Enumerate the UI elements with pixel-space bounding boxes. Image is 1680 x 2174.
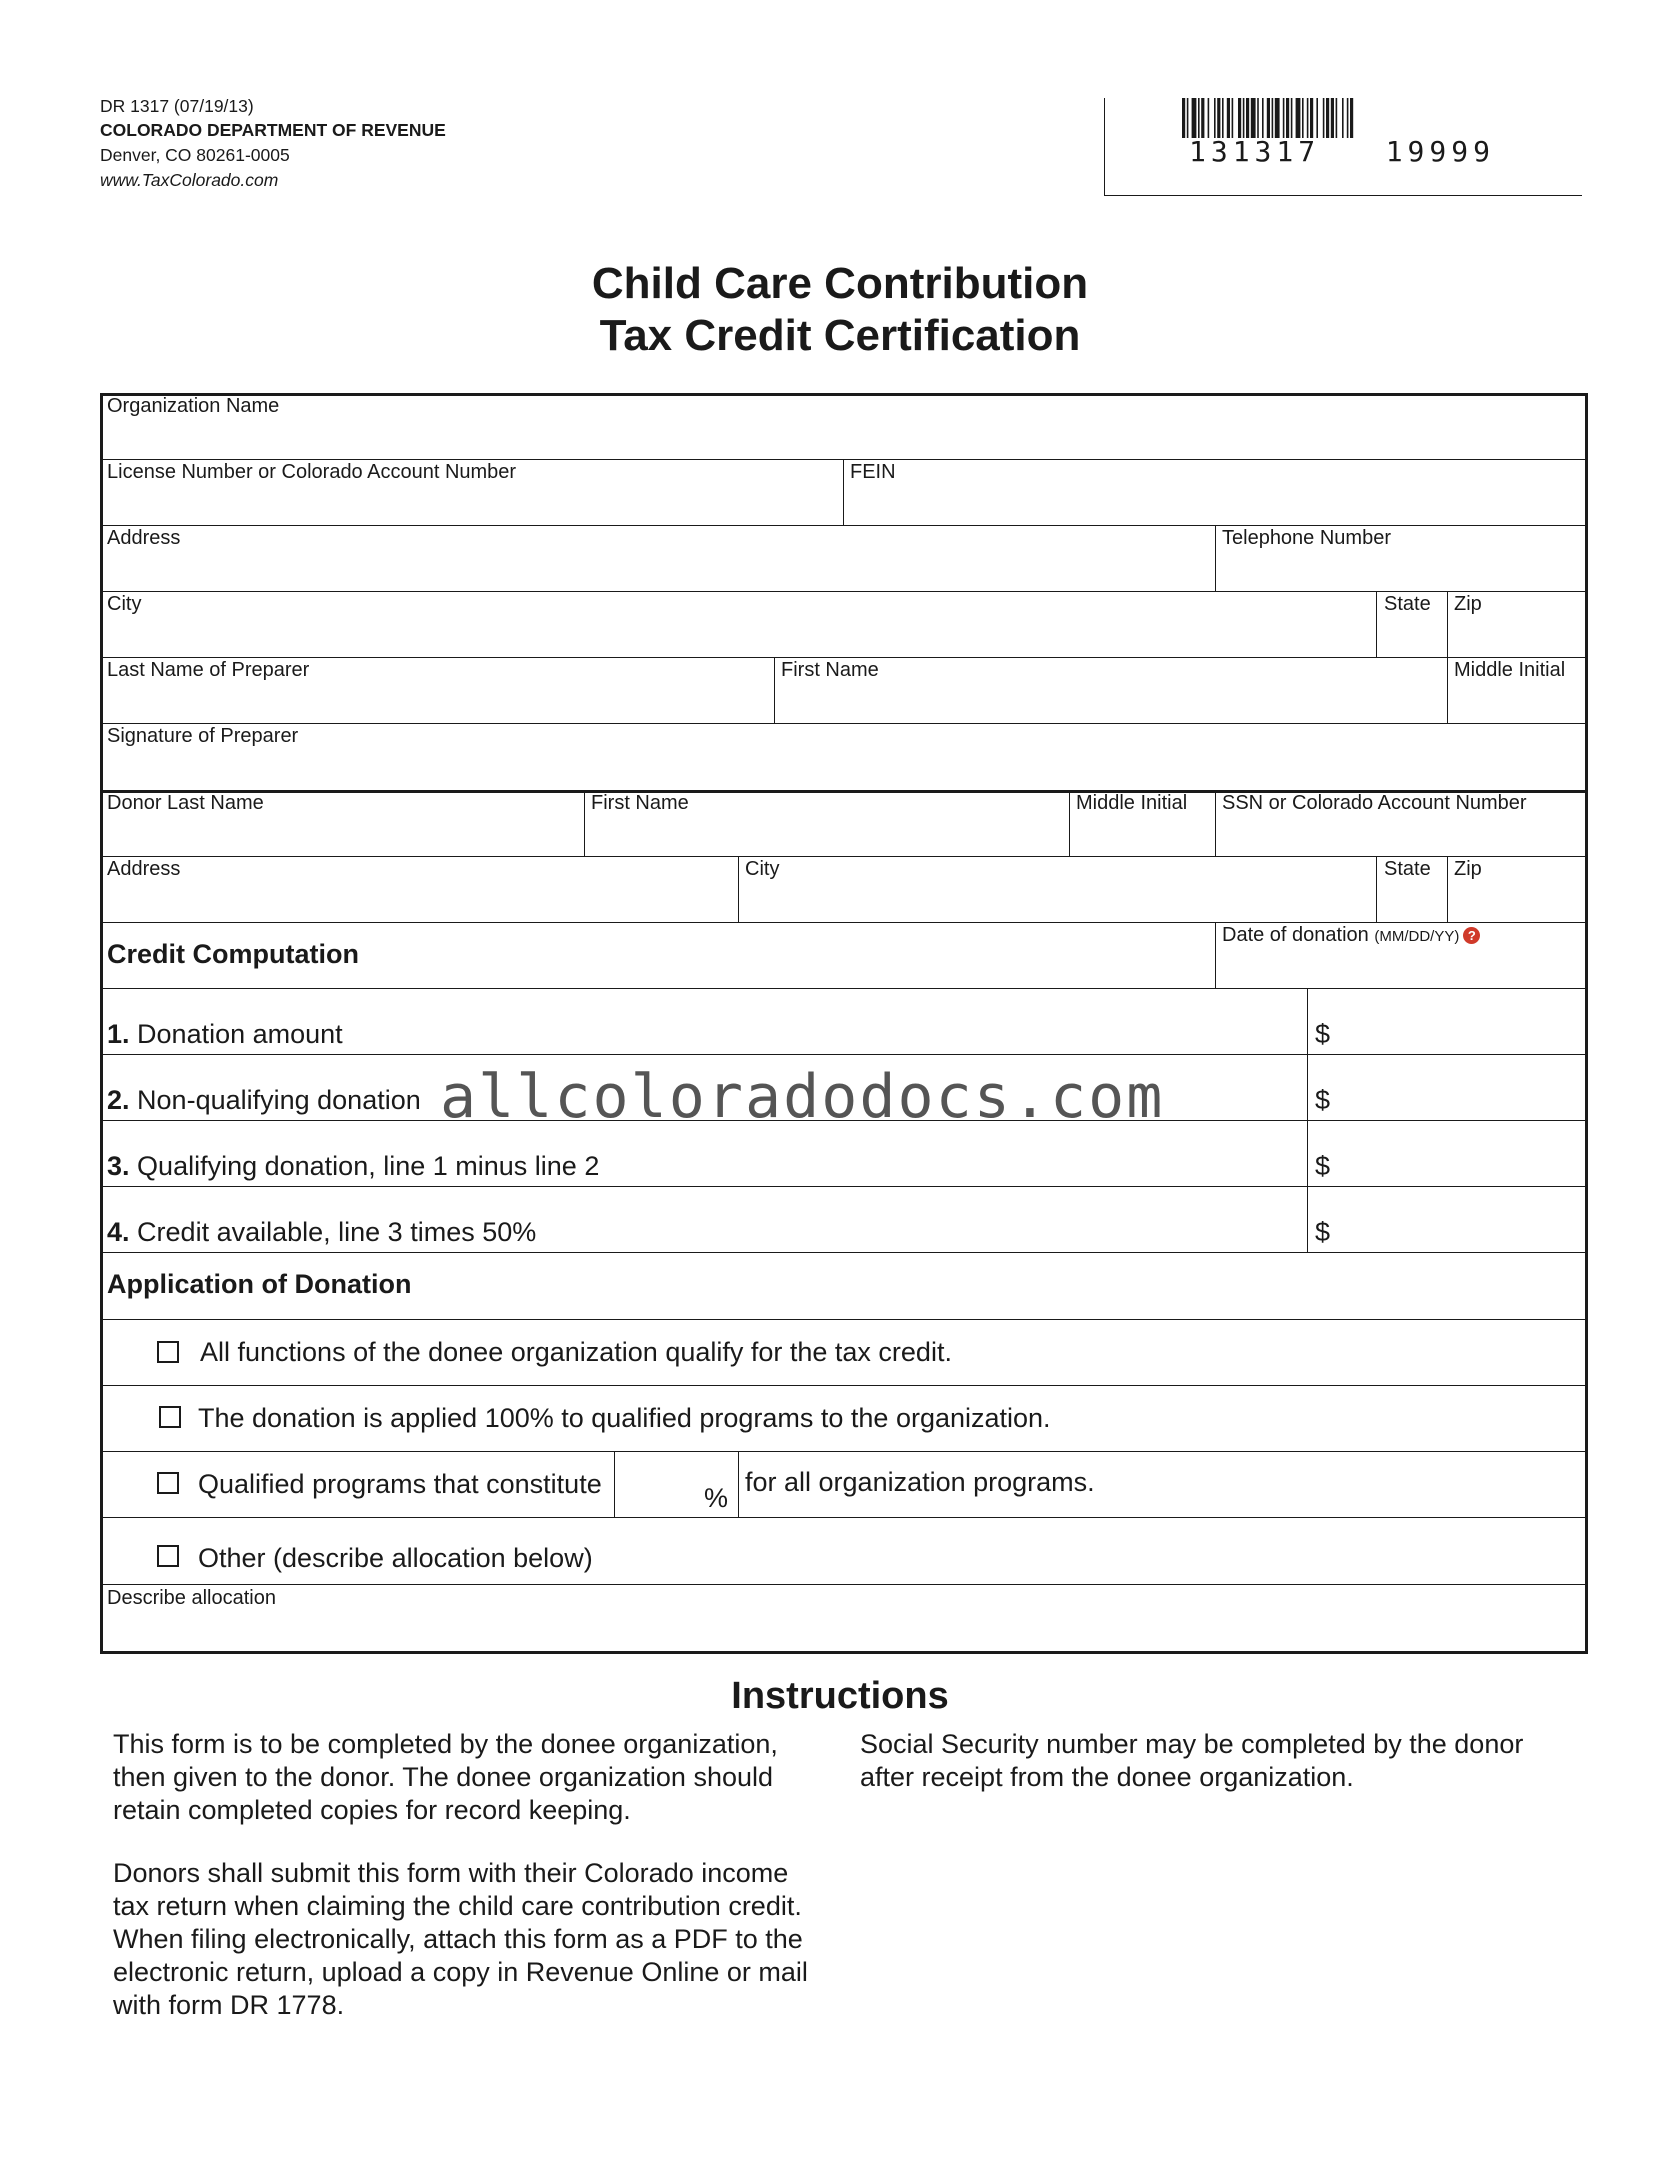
instructions-paragraph-1: This form is to be completed by the donee organization, then given to the donor. The donee organization should retain completed copies for record keeping. (113, 1729, 778, 1825)
credit-line-4 (107, 1216, 536, 1248)
currency-sign: $ (1315, 1019, 1331, 1049)
column-divider (1376, 591, 1377, 657)
credit-line-1 (107, 1018, 343, 1050)
address-field[interactable] (103, 549, 1213, 590)
row-divider (100, 1385, 1588, 1386)
donation-amount-field[interactable] (1340, 992, 1584, 1050)
preparer-signature-field[interactable] (103, 747, 1585, 789)
date-of-donation-label (1222, 923, 1480, 949)
date-of-donation-text: Date of donation (1222, 924, 1369, 946)
column-divider (1215, 525, 1216, 591)
zip-field[interactable] (1450, 615, 1584, 656)
telephone-field[interactable] (1218, 549, 1584, 590)
row-divider (100, 1584, 1588, 1585)
other-allocation-option-label: Other (describe allocation below) (198, 1543, 593, 1573)
column-divider (1215, 922, 1216, 988)
donor-middle-initial-field[interactable] (1072, 814, 1213, 855)
instructions-heading: Instructions (731, 1675, 949, 1717)
preparer-last-name-field[interactable] (103, 681, 772, 722)
barcode-box-bottom-rule (1104, 195, 1582, 196)
department-address: Denver, CO 80261-0005 (100, 145, 290, 165)
currency-sign: $ (1315, 1085, 1331, 1115)
preparer-first-name-label: First Name (781, 659, 879, 681)
donor-state-field[interactable] (1379, 880, 1445, 921)
row-divider (100, 1186, 1588, 1187)
department-name: COLORADO DEPARTMENT OF REVENUE (100, 120, 446, 140)
non-qualifying-donation-field[interactable] (1340, 1058, 1584, 1116)
line-number: 2. (107, 1085, 130, 1115)
row-divider (100, 988, 1588, 989)
column-divider (774, 657, 775, 723)
column-divider (1215, 790, 1216, 856)
donor-state-label: State (1384, 858, 1431, 880)
zip-label: Zip (1454, 593, 1482, 615)
percent-suffix-label: for all organization programs. (745, 1467, 1095, 1497)
preparer-last-name-label: Last Name of Preparer (107, 659, 310, 681)
instructions-paragraph-2: Donors shall submit this form with their Colorado income tax return when claiming the child care contribution credit. When filing electronically, attach this form as a PDF to the electronic return, upload a copy in Revenue Online or mail with form DR 1778. (113, 1858, 808, 2020)
row-divider (100, 1252, 1588, 1253)
row-divider (100, 1451, 1588, 1452)
date-format-hint: (MM/DD/YY) (1374, 928, 1460, 945)
currency-sign: $ (1315, 1151, 1331, 1181)
instructions-paragraph-3: Social Security number may be completed by the donor after receipt from the donee organization. (860, 1729, 1524, 1792)
donor-ssn-field[interactable] (1218, 814, 1584, 855)
all-functions-option-label: All functions of the donee organization qualify for the tax credit. (200, 1337, 952, 1367)
column-divider (738, 856, 739, 922)
city-field[interactable] (103, 615, 1374, 656)
line-number: 1. (107, 1019, 130, 1049)
donor-middle-initial-label: Middle Initial (1076, 792, 1188, 814)
state-field[interactable] (1379, 615, 1445, 656)
row-divider (100, 723, 1588, 724)
row-divider (100, 1054, 1588, 1055)
fein-field[interactable] (846, 483, 1584, 524)
donor-city-label: City (745, 858, 780, 880)
license-number-label: License Number or Colorado Account Number (107, 461, 517, 483)
organization-name-label: Organization Name (107, 395, 280, 417)
line-text: Donation amount (137, 1019, 343, 1049)
credit-available-field[interactable] (1340, 1190, 1584, 1248)
row-divider (100, 1319, 1588, 1320)
telephone-label: Telephone Number (1222, 527, 1391, 549)
qualified-programs-checkbox[interactable] (157, 1472, 179, 1494)
city-label: City (107, 593, 142, 615)
row-divider (100, 591, 1588, 592)
state-label: State (1384, 593, 1431, 615)
all-functions-checkbox[interactable] (157, 1341, 179, 1363)
donor-city-field[interactable] (741, 880, 1374, 921)
donor-address-field[interactable] (103, 880, 736, 921)
donor-first-name-label: First Name (591, 792, 689, 814)
preparer-middle-initial-field[interactable] (1450, 681, 1584, 722)
column-divider (1307, 988, 1308, 1252)
address-label: Address (107, 527, 181, 549)
form-title-line-2: Tax Credit Certification (599, 311, 1081, 360)
donor-zip-field[interactable] (1450, 880, 1584, 921)
column-divider (614, 1451, 615, 1517)
preparer-middle-initial-label: Middle Initial (1454, 659, 1566, 681)
applied-100-percent-option-label: The donation is applied 100% to qualified programs to the organization. (198, 1403, 1051, 1433)
donor-zip-label: Zip (1454, 858, 1482, 880)
line-number: 3. (107, 1151, 130, 1181)
other-allocation-checkbox[interactable] (157, 1545, 179, 1567)
credit-line-3 (107, 1150, 599, 1182)
column-divider (1447, 856, 1448, 922)
column-divider (843, 459, 844, 525)
qualifying-donation-field[interactable] (1340, 1124, 1584, 1182)
column-divider (738, 1451, 739, 1517)
watermark-text: allcoloradodocs.com (440, 1062, 1165, 1132)
row-divider (100, 856, 1588, 857)
row-divider (100, 1517, 1588, 1518)
form-title-line-1: Child Care Contribution (591, 259, 1089, 308)
preparer-signature-label: Signature of Preparer (107, 725, 299, 747)
barcode-image (1182, 98, 1502, 138)
form-code: DR 1317 (07/19/13) (100, 96, 254, 116)
preparer-first-name-field[interactable] (777, 681, 1445, 722)
qualified-programs-option-label: Qualified programs that constitute (198, 1469, 602, 1499)
fein-label: FEIN (850, 461, 896, 483)
donor-ssn-label: SSN or Colorado Account Number (1222, 792, 1527, 814)
line-number: 4. (107, 1217, 130, 1247)
date-of-donation-field[interactable] (1218, 948, 1584, 987)
line-text: Qualifying donation, line 1 minus line 2 (137, 1151, 600, 1181)
donor-address-label: Address (107, 858, 181, 880)
describe-allocation-field[interactable] (103, 1608, 1585, 1651)
column-divider (1447, 591, 1448, 723)
percent-sign: % (704, 1483, 729, 1513)
applied-100-percent-checkbox[interactable] (159, 1406, 181, 1428)
currency-sign: $ (1315, 1217, 1331, 1247)
organization-name-field[interactable] (103, 416, 1585, 458)
column-divider (1376, 856, 1377, 922)
line-text: Non-qualifying donation (137, 1085, 421, 1115)
donor-last-name-label: Donor Last Name (107, 792, 264, 814)
donor-last-name-field[interactable] (103, 814, 582, 855)
credit-computation-heading: Credit Computation (107, 939, 359, 969)
license-number-field[interactable] (103, 483, 841, 524)
barcode-box-left-rule (1104, 98, 1105, 196)
column-divider (1069, 790, 1070, 856)
department-website: www.TaxColorado.com (100, 170, 279, 190)
credit-line-2 (107, 1084, 421, 1116)
application-heading: Application of Donation (107, 1269, 412, 1299)
help-icon[interactable]: ? (1463, 927, 1480, 944)
line-text: Credit available, line 3 times 50% (137, 1217, 537, 1247)
describe-allocation-label: Describe allocation (107, 1587, 276, 1609)
donor-first-name-field[interactable] (587, 814, 1067, 855)
barcode-number: 131317 19999 (1188, 135, 1495, 168)
column-divider (584, 790, 585, 856)
